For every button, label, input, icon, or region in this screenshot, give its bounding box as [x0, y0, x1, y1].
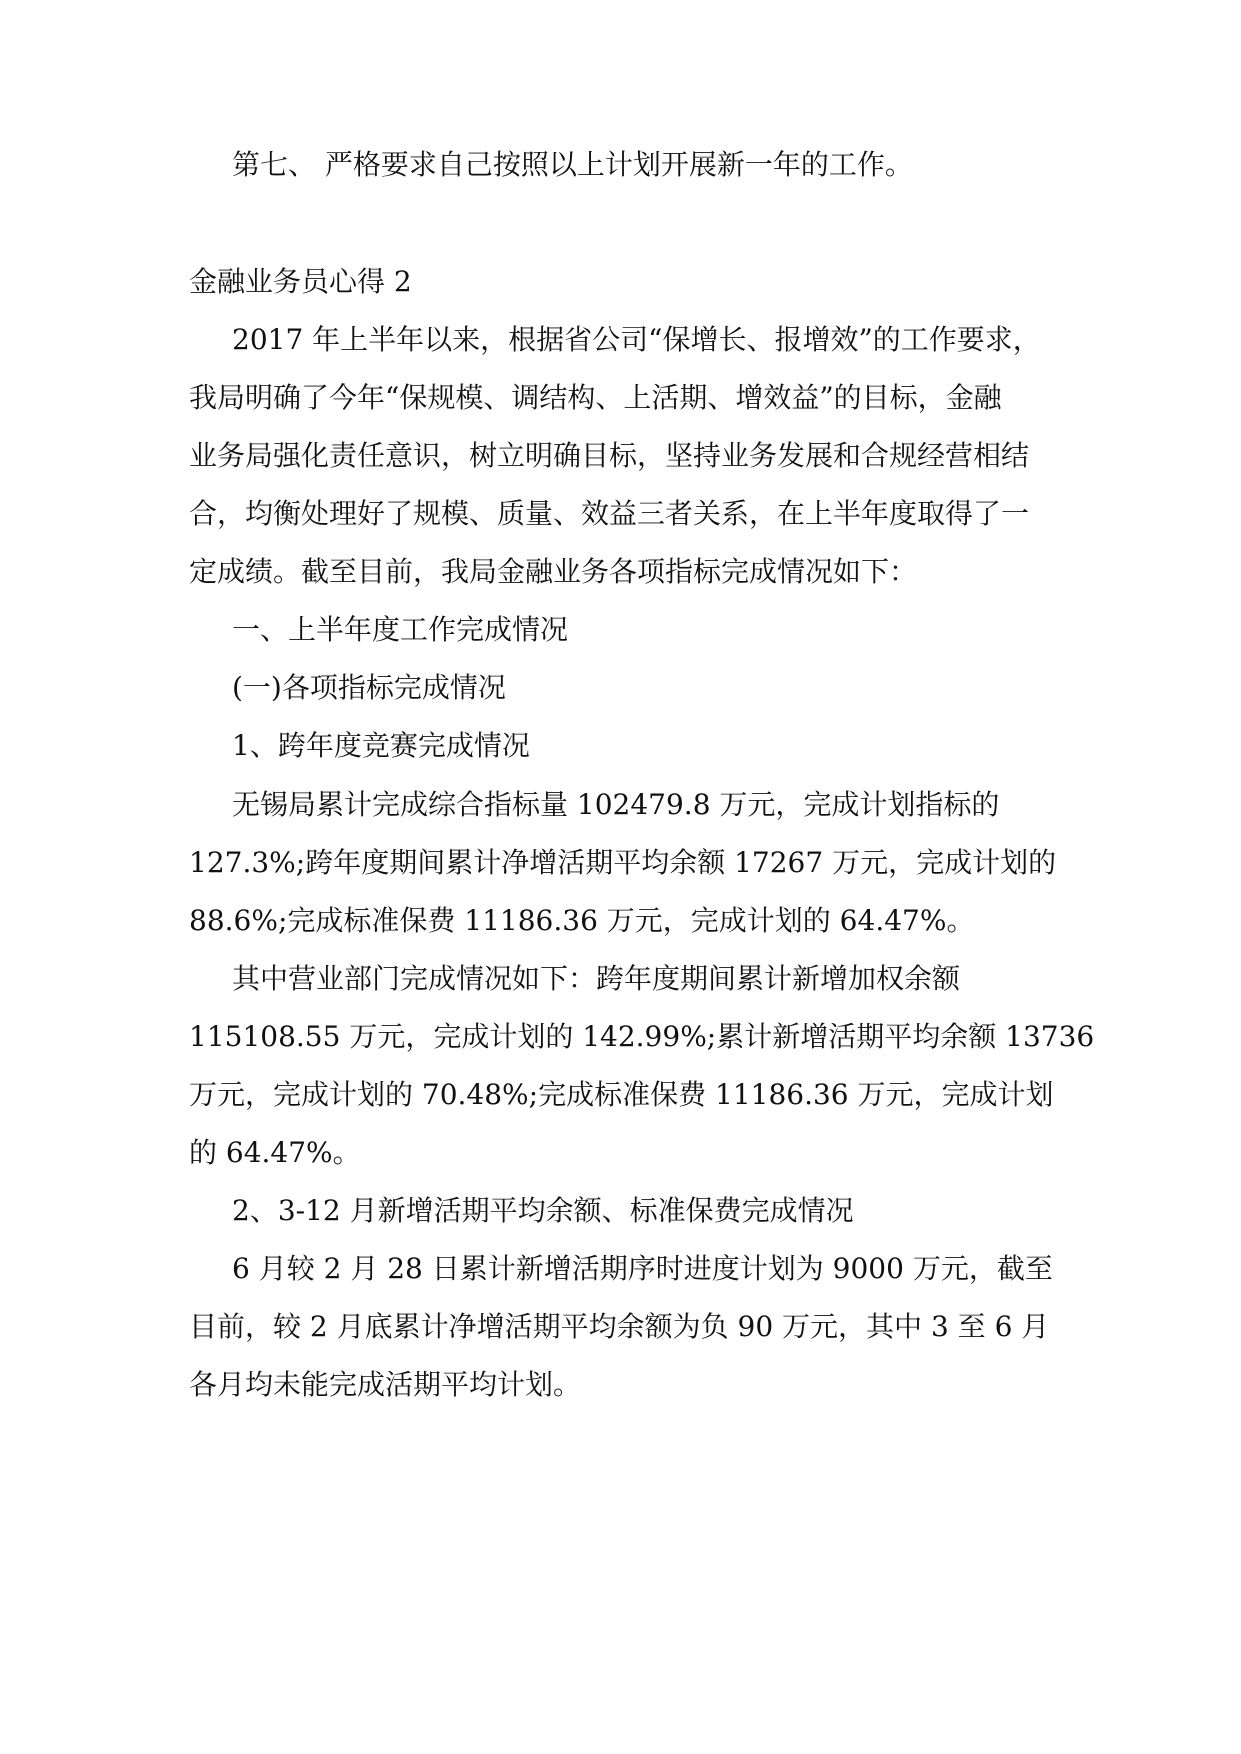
paragraph-line: 127.3%;跨年度期间累计净增活期平均余额 17267 万元，完成计划的: [189, 846, 1057, 879]
subheading: (一)各项指标完成情况: [232, 671, 506, 704]
paragraph-line: 88.6%;完成标准保费 11186.36 万元，完成计划的 64.47%。: [189, 904, 975, 937]
paragraph-line: 合，均衡处理好了规模、质量、效益三者关系，在上半年度取得了一: [189, 497, 1030, 530]
paragraph-line: 各月均未能完成活期平均计划。: [189, 1368, 582, 1401]
paragraph-line: 第七、 严格要求自己按照以上计划开展新一年的工作。: [232, 148, 913, 181]
subheading: 1、跨年度竞赛完成情况: [232, 729, 530, 762]
section-heading: 金融业务员心得 2: [189, 265, 412, 298]
paragraph-line: 其中营业部门完成情况如下：跨年度期间累计新增加权余额: [232, 962, 961, 995]
paragraph-line: 万元，完成计划的 70.48%;完成标准保费 11186.36 万元，完成计划: [189, 1078, 1054, 1111]
paragraph-line: 定成绩。截至目前，我局金融业务各项指标完成情况如下：: [189, 555, 918, 588]
paragraph-line: 目前，较 2 月底累计净增活期平均余额为负 90 万元，其中 3 至 6 月: [189, 1310, 1050, 1343]
paragraph-line: 6 月较 2 月 28 日累计新增活期序时进度计划为 9000 万元，截至: [232, 1252, 1053, 1285]
paragraph-line: 无锡局累计完成综合指标量 102479.8 万元，完成计划指标的: [232, 788, 1000, 821]
paragraph-line: 115108.55 万元，完成计划的 142.99%;累计新增活期平均余额 13736: [189, 1020, 1095, 1053]
paragraph-line: 的 64.47%。: [189, 1136, 361, 1169]
subheading: 一、上半年度工作完成情况: [232, 613, 569, 646]
subheading: 2、3-12 月新增活期平均余额、标准保费完成情况: [232, 1194, 854, 1227]
paragraph-line: 2017 年上半年以来，根据省公司“保增长、报增效”的工作要求，: [232, 323, 1041, 356]
paragraph-line: 我局明确了今年“保规模、调结构、上活期、增效益”的目标，金融: [189, 381, 1002, 414]
paragraph-line: 业务局强化责任意识，树立明确目标，坚持业务发展和合规经营相结: [189, 439, 1030, 472]
